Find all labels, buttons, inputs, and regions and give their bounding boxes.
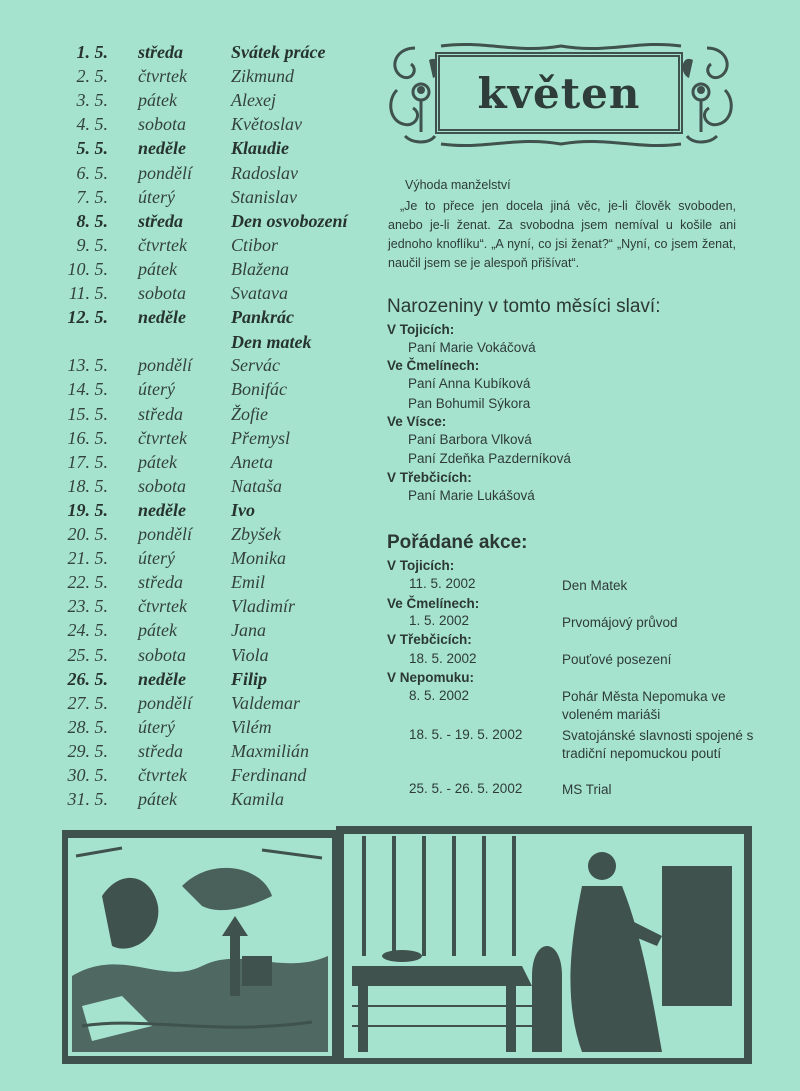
calendar-nameday: Monika — [231, 548, 286, 569]
calendar-nameday: Stanislav — [231, 186, 297, 207]
event-name: Prvomájový průvod — [562, 615, 678, 630]
calendar-day-row — [0, 474, 380, 498]
calendar-weekday: sobota — [138, 644, 187, 665]
calendar-nameday: Viola — [231, 644, 269, 665]
calendar-nameday: Kamila — [231, 789, 285, 810]
calendar-nameday: Pankrác — [231, 307, 294, 328]
calendar-date: 10. 5. — [67, 258, 108, 279]
calendar-weekday: pátek — [138, 620, 177, 641]
calendar-date: 6. 5. — [76, 162, 108, 183]
calendar-date: 20. 5. — [67, 524, 108, 544]
calendar-weekday: neděle — [138, 138, 186, 159]
events-heading: Pořádané akce: — [387, 532, 528, 553]
birthday-place: V Třebčicích: — [387, 470, 472, 485]
calendar-date: 11. 5. — [68, 283, 108, 303]
calendar-nameday: Servác — [231, 355, 280, 376]
calendar-weekday: čtvrtek — [138, 596, 187, 617]
event-place: Ve Čmelínech: — [387, 596, 480, 611]
calendar-date: 22. 5. — [67, 572, 108, 593]
calendar-weekday: středa — [138, 740, 183, 761]
calendar-nameday: Alexej — [231, 90, 276, 111]
calendar-day-row — [0, 763, 380, 787]
calendar-nameday: Ivo — [231, 499, 255, 520]
event-place: V Nepomuku: — [387, 670, 475, 685]
calendar-day-row — [0, 618, 380, 642]
event-date: 8. 5. 2002 — [409, 688, 470, 703]
calendar-nameday: Bonifác — [231, 379, 287, 400]
calendar-weekday: středa — [138, 572, 183, 593]
calendar-weekday: úterý — [138, 548, 175, 569]
calendar-date: 17. 5. — [67, 451, 108, 472]
page-title: květen — [477, 68, 641, 118]
calendar-date: 14. 5. — [67, 379, 108, 400]
event-date: 18. 5. 2002 — [409, 651, 477, 666]
calendar-nameday: Jana — [231, 620, 266, 641]
calendar-day-row — [0, 88, 380, 112]
calendar-nameday: Květoslav — [231, 114, 302, 135]
title-cartouche — [385, 40, 737, 150]
calendar-nameday: Přemysl — [231, 427, 290, 448]
calendar-nameday: Emil — [231, 572, 265, 593]
calendar-date: 29. 5. — [67, 740, 108, 761]
calendar-day-row — [0, 209, 380, 233]
anecdote-title: Výhoda manželství — [405, 178, 511, 192]
birthday-person: Paní Anna Kubíková — [408, 376, 531, 391]
calendar-day-row — [0, 522, 380, 546]
calendar-weekday: sobota — [138, 283, 187, 303]
calendar-date: 5. 5. — [76, 138, 108, 159]
calendar-day-row — [0, 667, 380, 691]
title-box — [435, 52, 683, 134]
calendar-weekday: neděle — [138, 668, 186, 689]
event-place: V Třebčicích: — [387, 632, 472, 647]
calendar-day-row — [0, 257, 380, 281]
calendar-weekday: pátek — [138, 90, 177, 111]
calendar-date: 2. 5. — [76, 66, 108, 87]
calendar-day-row — [0, 161, 380, 185]
calendar-day-row — [0, 281, 380, 305]
calendar-nameday: Maxmilián — [231, 740, 309, 761]
calendar-nameday: Valdemar — [231, 692, 300, 713]
calendar-day-row — [0, 594, 380, 618]
calendar-weekday: pondělí — [138, 162, 192, 183]
event-name: Pouťové posezení — [562, 652, 672, 667]
calendar-day-row — [0, 377, 380, 401]
calendar-nameday: Zbyšek — [231, 524, 281, 544]
calendar-day-row — [0, 546, 380, 570]
calendar-date: 31. 5. — [67, 789, 108, 810]
event-name: Svatojánské slavnosti spojené s tradiční nepomuckou poutí — [562, 728, 754, 761]
calendar-day-row — [0, 233, 380, 257]
calendar-nameday: Zikmund — [231, 66, 294, 87]
calendar-day-row — [0, 643, 380, 667]
woodcut-illustration — [62, 826, 752, 1064]
calendar-nameday: Ctibor — [231, 234, 279, 255]
birthday-place: Ve Vísce: — [387, 414, 447, 429]
calendar-day-row — [0, 450, 380, 474]
calendar-nameday: Klaudie — [231, 138, 290, 159]
event-place: V Tojicích: — [387, 558, 455, 573]
calendar-date: 24. 5. — [67, 620, 108, 641]
calendar-date: 30. 5. — [67, 765, 108, 785]
birthday-place: V Tojicích: — [387, 322, 455, 337]
calendar-date: 21. 5. — [67, 548, 108, 569]
calendar-nameday: Vladimír — [231, 596, 296, 617]
birthday-place: Ve Čmelínech: — [387, 358, 480, 373]
calendar-weekday: čtvrtek — [138, 427, 187, 448]
calendar-weekday: čtvrtek — [138, 66, 187, 87]
calendar-weekday: sobota — [138, 475, 187, 496]
anecdote — [388, 176, 736, 273]
birthday-person: Paní Barbora Vlková — [408, 432, 532, 447]
calendar-weekday: pátek — [138, 789, 177, 810]
calendar-day-row — [0, 715, 380, 739]
calendar-day-row — [0, 40, 380, 64]
calendar-date: 13. 5. — [67, 355, 108, 376]
calendar-day-row — [0, 426, 380, 450]
calendar-day-row — [0, 402, 380, 426]
birthday-person: Paní Marie Vokáčová — [408, 340, 536, 355]
calendar-weekday: středa — [138, 42, 183, 62]
calendar-weekday: neděle — [138, 499, 186, 520]
calendar-date: 19. 5. — [67, 499, 108, 520]
interior-woodcut-icon — [340, 830, 748, 1062]
calendar-weekday: středa — [138, 210, 183, 231]
calendar-day-row — [0, 739, 380, 763]
calendar-date: 7. 5. — [76, 186, 108, 207]
calendar-nameday: Svatava — [231, 283, 288, 303]
calendar-nameday: Nataša — [231, 475, 283, 496]
birthdays-heading: Narozeniny v tomto měsíci slaví: — [387, 296, 661, 317]
calendar-extra-holiday: Den matek — [231, 332, 312, 352]
calendar-day-row — [0, 64, 380, 88]
calendar-weekday: neděle — [138, 307, 186, 328]
calendar-day-row — [0, 136, 380, 160]
calendar-day-row — [0, 787, 380, 811]
calendar-weekday: pondělí — [138, 355, 192, 376]
event-date: 25. 5. - 26. 5. 2002 — [409, 781, 523, 796]
calendar-weekday: úterý — [138, 186, 175, 207]
event-name: Pohár Města Nepomuka ve voleném mariáši — [562, 689, 726, 722]
event-date: 1. 5. 2002 — [409, 613, 470, 628]
calendar-nameday: Žofie — [231, 403, 269, 424]
event-name: MS Trial — [562, 782, 612, 797]
calendar-day-row — [0, 185, 380, 209]
landscape-woodcut-icon — [64, 834, 336, 1060]
birthday-person: Paní Zdeňka Pazderníková — [408, 451, 571, 466]
calendar-nameday: Filip — [231, 668, 268, 689]
calendar-day-row — [0, 570, 380, 594]
calendar-date: 3. 5. — [76, 90, 108, 111]
event-date: 11. 5. 2002 — [409, 576, 476, 591]
calendar-nameday: Radoslav — [231, 162, 298, 183]
calendar-weekday: úterý — [138, 379, 175, 400]
calendar-weekday: pátek — [138, 451, 177, 472]
calendar-date: 9. 5. — [76, 234, 108, 255]
event-date: 18. 5. - 19. 5. 2002 — [409, 727, 523, 742]
calendar-date: 8. 5. — [76, 210, 108, 231]
calendar-nameday: Svátek práce — [231, 42, 326, 62]
calendar-date: 4. 5. — [76, 114, 108, 135]
calendar-date: 23. 5. — [67, 596, 108, 617]
calendar-weekday: pondělí — [138, 692, 192, 713]
calendar-date: 15. 5. — [67, 403, 108, 424]
calendar-nameday: Aneta — [231, 451, 273, 472]
calendar-date: 25. 5. — [67, 644, 108, 665]
birthday-person: Pan Bohumil Sýkora — [408, 396, 531, 411]
calendar-day-row — [0, 305, 380, 329]
calendar-weekday: úterý — [138, 716, 175, 737]
calendar-nameday: Ferdinand — [231, 765, 307, 785]
event-name: Den Matek — [562, 578, 628, 593]
calendar-weekday: pátek — [138, 258, 177, 279]
anecdote-body: „Je to přece jen docela jiná věc, je-li člověk svoboden, anebo je-li ženat. Za svobodna jsem nemíval u košile ani jednoho knoflíku“. „A nyní, co jsi ženat?“ „Nyní, co jsem ženat, naučil jsem se je alespoň přišívat“. — [388, 199, 736, 270]
calendar-date: 16. 5. — [67, 427, 108, 448]
calendar-date: 12. 5. — [67, 307, 108, 328]
birthday-person: Paní Marie Lukášová — [408, 488, 535, 503]
calendar-weekday: pondělí — [138, 524, 192, 544]
calendar-weekday: středa — [138, 403, 183, 424]
calendar-day-row — [0, 498, 380, 522]
calendar-date: 18. 5. — [67, 475, 108, 496]
calendar-date: 27. 5. — [67, 692, 108, 713]
calendar-date: 28. 5. — [67, 716, 108, 737]
calendar-weekday: čtvrtek — [138, 765, 187, 785]
calendar-nameday: Blažena — [231, 258, 289, 279]
calendar-date: 26. 5. — [67, 668, 108, 689]
calendar-date: 1. 5. — [76, 42, 108, 62]
calendar-day-row — [0, 353, 380, 377]
calendar-nameday: Den osvobození — [231, 210, 348, 231]
calendar-nameday: Vilém — [231, 716, 272, 737]
calendar-day-row — [0, 112, 380, 136]
calendar-weekday: čtvrtek — [138, 234, 187, 255]
calendar-weekday: sobota — [138, 114, 187, 135]
calendar-day-row — [0, 691, 380, 715]
